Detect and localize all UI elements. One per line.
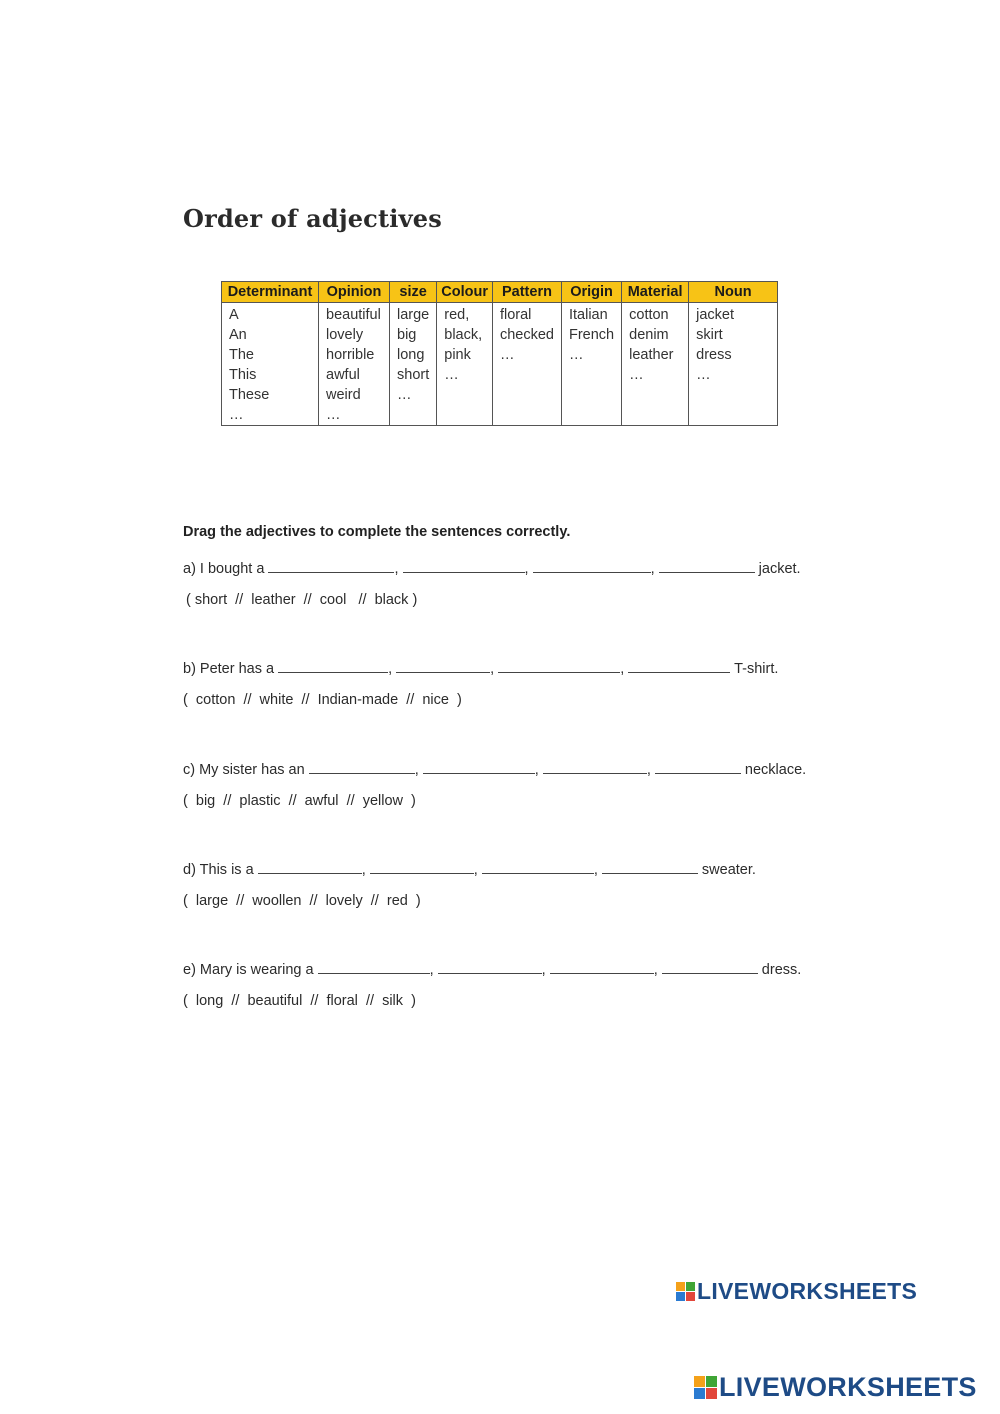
- exercise-d-options: ( large // woollen // lovely // red ): [183, 893, 421, 909]
- exercise-a-prefix: a) I bought a: [183, 561, 265, 577]
- brand-name: LIVEWORKSHEETS: [719, 1372, 977, 1402]
- answer-blank[interactable]: [533, 558, 651, 573]
- answer-blank[interactable]: [423, 759, 535, 774]
- exercise-c-sentence: c) My sister has an , , , necklace.: [183, 759, 806, 778]
- answer-blank[interactable]: [482, 859, 594, 874]
- cell-noun-list: jacket skirt dress …: [689, 303, 778, 426]
- answer-blank[interactable]: [543, 759, 647, 774]
- exercise-b-noun: T-shirt.: [734, 661, 779, 677]
- cell-origin-list: Italian French …: [561, 303, 621, 426]
- header-determinant: Determinant: [222, 282, 319, 303]
- answer-blank[interactable]: [309, 759, 415, 774]
- worksheet-title: Order of adjectives: [183, 204, 442, 233]
- cell-pattern-list: floral checked …: [492, 303, 561, 426]
- answer-blank[interactable]: [318, 959, 430, 974]
- answer-blank[interactable]: [659, 558, 755, 573]
- exercise-e-sentence: e) Mary is wearing a , , , dress.: [183, 959, 801, 978]
- exercise-e-noun: dress.: [761, 962, 802, 978]
- exercise-c-options: ( big // plastic // awful // yellow ): [183, 793, 416, 809]
- header-size: size: [390, 282, 437, 303]
- exercise-a-options: ( short // leather // cool // black ): [186, 592, 418, 608]
- exercise-a-sentence: a) I bought a , , , jacket.: [183, 558, 801, 577]
- exercise-b-prefix: b) Peter has a: [183, 661, 275, 677]
- answer-blank[interactable]: [628, 658, 730, 673]
- exercise-c-noun: necklace.: [744, 762, 807, 778]
- exercise-c-prefix: c) My sister has an: [183, 762, 305, 778]
- liveworksheets-logo-footer: [694, 1372, 977, 1403]
- answer-blank[interactable]: [550, 959, 654, 974]
- exercise-e-prefix: e) Mary is wearing a: [183, 962, 314, 978]
- header-opinion: Opinion: [319, 282, 390, 303]
- exercise-b-options: ( cotton // white // Indian-made // nice ): [183, 692, 462, 708]
- header-noun: Noun: [689, 282, 778, 303]
- table-header-row: [222, 282, 778, 303]
- instruction-text: Drag the adjectives to complete the sentences correctly.: [183, 524, 571, 540]
- adjective-order-table: [221, 281, 778, 426]
- cell-opinion-list: beautiful lovely horrible awful weird …: [319, 303, 390, 426]
- header-origin: Origin: [561, 282, 621, 303]
- cell-material-list: cotton denim leather …: [622, 303, 689, 426]
- answer-blank[interactable]: [662, 959, 758, 974]
- answer-blank[interactable]: [258, 859, 362, 874]
- answer-blank[interactable]: [278, 658, 388, 673]
- header-pattern: Pattern: [492, 282, 561, 303]
- answer-blank[interactable]: [602, 859, 698, 874]
- liveworksheets-mark-icon: [694, 1376, 717, 1399]
- exercise-d-sentence: d) This is a , , , sweater.: [183, 859, 756, 878]
- answer-blank[interactable]: [370, 859, 474, 874]
- liveworksheets-logo: [676, 1278, 917, 1305]
- exercise-a-noun: jacket.: [758, 561, 801, 577]
- answer-blank[interactable]: [268, 558, 394, 573]
- exercise-d-prefix: d) This is a: [183, 862, 254, 878]
- header-colour: Colour: [437, 282, 493, 303]
- liveworksheets-mark-icon: [676, 1282, 695, 1301]
- brand-name: LIVEWORKSHEETS: [697, 1278, 918, 1304]
- answer-blank[interactable]: [498, 658, 620, 673]
- table-row: [222, 303, 778, 426]
- answer-blank[interactable]: [403, 558, 525, 573]
- answer-blank[interactable]: [655, 759, 741, 774]
- answer-blank[interactable]: [396, 658, 490, 673]
- header-material: Material: [622, 282, 689, 303]
- cell-determinant-list: A An The This These …: [222, 303, 319, 426]
- cell-colour-list: red, black, pink …: [437, 303, 493, 426]
- exercise-b-sentence: b) Peter has a , , , T-shirt.: [183, 658, 778, 677]
- cell-size-list: large big long short …: [390, 303, 437, 426]
- exercise-d-noun: sweater.: [701, 862, 756, 878]
- answer-blank[interactable]: [438, 959, 542, 974]
- exercise-e-options: ( long // beautiful // floral // silk ): [183, 993, 416, 1009]
